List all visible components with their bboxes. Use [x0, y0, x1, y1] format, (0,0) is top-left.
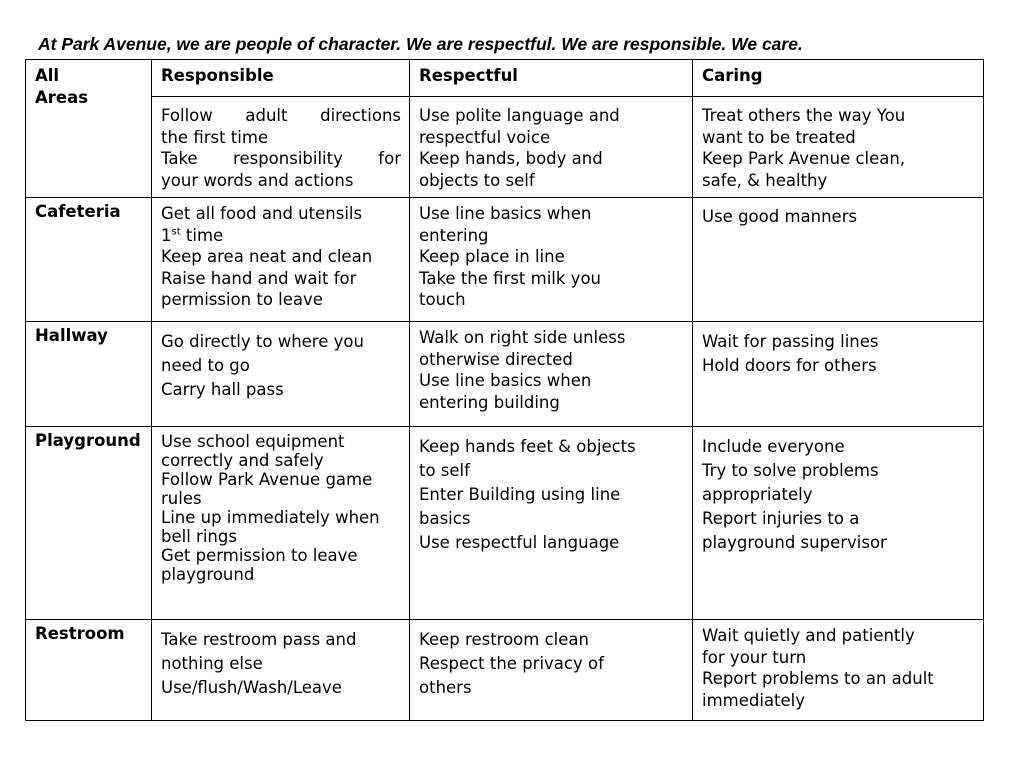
column-header-respectful: Respectful: [410, 60, 693, 97]
cell-line: nothing else: [161, 654, 263, 673]
cell-cafeteria-caring: [693, 198, 984, 322]
area-header-line: Areas: [35, 87, 89, 107]
cell-line: bell rings: [161, 527, 237, 546]
cell-line: Keep Park Avenue clean,: [702, 149, 906, 168]
cell-all-areas-responsible: [152, 97, 410, 198]
area-header-all-areas: [26, 60, 152, 198]
table-row-restroom: [26, 620, 984, 721]
cell-line: Take restroom pass and: [161, 630, 357, 649]
cell-restroom-respectful: [410, 620, 693, 721]
cell-line: your words and actions: [161, 170, 354, 190]
cell-line: Enter Building using line: [419, 485, 621, 504]
column-header-caring: Caring: [693, 60, 984, 97]
cell-line: entering: [419, 225, 489, 245]
cell-line: Take the first milk you: [419, 268, 601, 288]
cell-line: the first time: [161, 127, 269, 147]
cell-line: want to be treated: [702, 127, 856, 147]
cell-line: others: [419, 678, 472, 697]
cell-line: Keep area neat and clean: [161, 247, 373, 266]
cell-line: Try to solve problems: [702, 461, 879, 480]
cell-line: appropriately: [702, 485, 813, 504]
cell-line: Follow adult directions: [161, 106, 401, 125]
cell-line: safe, & healthy: [702, 170, 828, 190]
cell-line: Wait for passing lines: [702, 332, 879, 351]
cell-line: Keep hands, body and: [419, 149, 603, 168]
cell-playground-responsible: [152, 427, 410, 620]
cell-line: Report problems to an adult: [702, 669, 934, 688]
cell-line: otherwise directed: [419, 349, 573, 369]
cell-line: Follow Park Avenue game: [161, 470, 373, 489]
cell-line: Raise hand and wait for: [161, 268, 357, 288]
cell-playground-caring: [693, 427, 984, 620]
cell-line: permission to leave: [161, 290, 323, 309]
cell-line: Use line basics when: [419, 371, 592, 390]
cell-restroom-responsible: [152, 620, 410, 721]
cell-hallway-caring: [693, 322, 984, 427]
ordinal-text: time: [180, 225, 224, 245]
cell-line: Wait quietly and patiently: [702, 626, 915, 645]
area-label-playground: Playground: [26, 427, 152, 620]
cell-cafeteria-responsible: [152, 198, 410, 322]
cell-line: Keep place in line: [419, 247, 565, 266]
cell-line: Keep hands feet & objects: [419, 437, 636, 456]
cell-line: Hold doors for others: [702, 356, 877, 375]
cell-line: playground: [161, 565, 255, 584]
cell-line: to self: [419, 461, 470, 480]
cell-line: objects to self: [419, 170, 535, 190]
cell-line: for your turn: [702, 647, 807, 667]
cell-line: Use respectful language: [419, 533, 620, 552]
cell-line: Take responsibility for: [161, 149, 401, 168]
cell-line: Get all food and utensils: [161, 204, 363, 223]
table-row-cafeteria: [26, 198, 984, 322]
table-row-playground: [26, 427, 984, 620]
cell-line: Walk on right side unless: [419, 328, 626, 347]
cell-all-areas-respectful: [410, 97, 693, 198]
cell-line: Respect the privacy of: [419, 654, 604, 673]
table-row-hallway: [26, 322, 984, 427]
area-label-hallway: Hallway: [26, 322, 152, 427]
cell-line: Line up immediately when: [161, 508, 380, 527]
cell-hallway-responsible: [152, 322, 410, 427]
cell-line: need to go: [161, 356, 250, 375]
table-row-all-areas: [26, 97, 984, 198]
ordinal-number: 1: [161, 225, 172, 245]
cell-line: Use polite language and: [419, 106, 620, 125]
column-header-responsible: Responsible: [152, 60, 410, 97]
cell-line: Carry hall pass: [161, 380, 284, 399]
cell-line: Get permission to leave: [161, 546, 358, 565]
area-label-restroom: Restroom: [26, 620, 152, 721]
cell-line: Use line basics when: [419, 204, 592, 223]
cell-line: Report injuries to a: [702, 509, 860, 528]
cell-line: respectful voice: [419, 127, 551, 147]
behavior-matrix-table: [25, 59, 984, 721]
cell-cafeteria-respectful: [410, 198, 693, 322]
cell-line: correctly and safely: [161, 451, 324, 470]
cell-line: Go directly to where you: [161, 332, 364, 351]
cell-line: Include everyone: [702, 437, 845, 456]
cell-playground-respectful: [410, 427, 693, 620]
cell-line: Keep restroom clean: [419, 630, 589, 649]
header-row: [26, 60, 984, 97]
cell-line: basics: [419, 509, 471, 528]
cell-line: [161, 225, 401, 247]
page-title: At Park Avenue, we are people of character. We are respectful. We are responsible. We care.: [38, 34, 803, 54]
cell-line: Use school equipment: [161, 432, 345, 451]
ordinal-suffix: st: [171, 226, 181, 237]
cell-line: entering building: [419, 392, 560, 412]
cell-line: rules: [161, 489, 202, 508]
cell-line: Use good manners: [702, 207, 858, 226]
cell-line: immediately: [702, 690, 806, 710]
area-label-cafeteria: Cafeteria: [26, 198, 152, 322]
area-header-line: All: [35, 66, 60, 85]
cell-line: Use/flush/Wash/Leave: [161, 678, 342, 697]
cell-line: touch: [419, 290, 466, 309]
cell-line: playground supervisor: [702, 533, 887, 552]
cell-all-areas-caring: [693, 97, 984, 198]
cell-line: Treat others the way You: [702, 106, 906, 125]
cell-hallway-respectful: [410, 322, 693, 427]
cell-restroom-caring: [693, 620, 984, 721]
